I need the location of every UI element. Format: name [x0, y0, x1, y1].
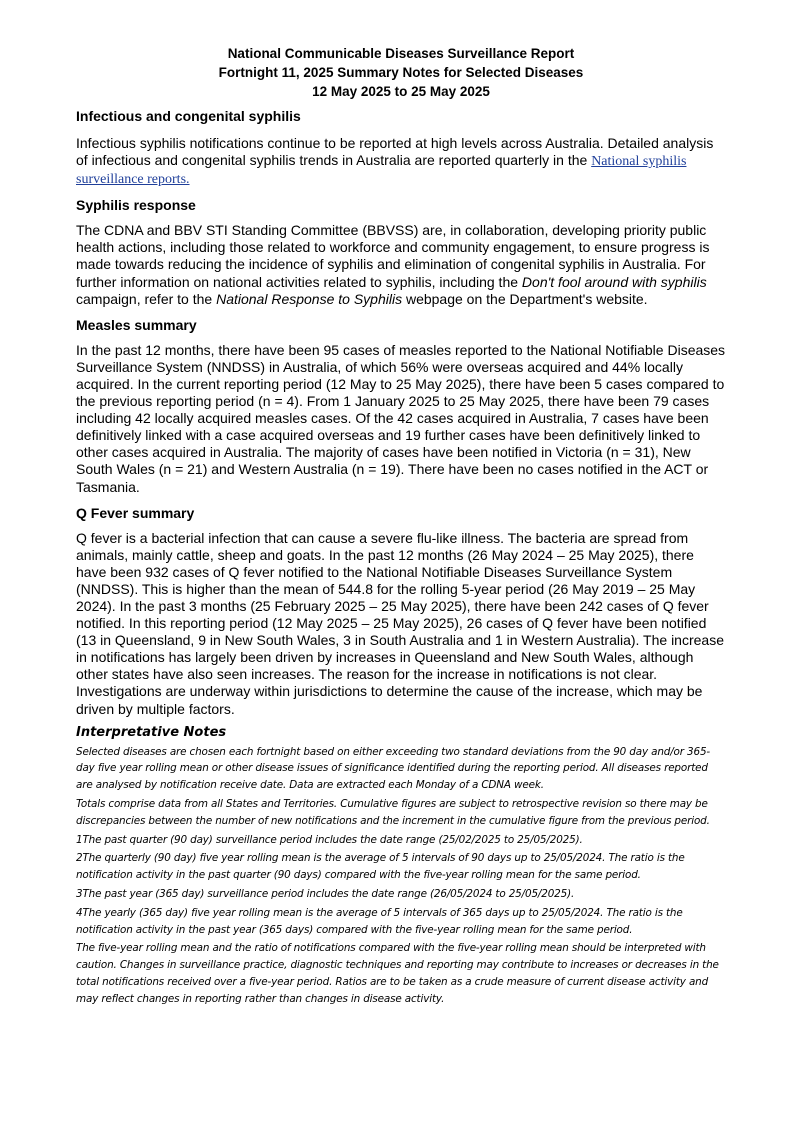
interpretative-notes: [76, 725, 726, 1008]
syphilis-heading: Infectious and congenital syphilis: [76, 108, 301, 124]
note-item: 3The past year (365 day) surveillance period includes the date range (26/05/2024 to 25/05/2025).: [76, 888, 575, 900]
note-item: 4The yearly (365 day) five year rolling mean is the average of 5 intervals of 365 days up to 25/05/2024. The ratio is the notification activity in the past year (365 days) compared with the five-year rolling mean for the same period.: [76, 906, 683, 936]
response-text-2: campaign, refer to the: [76, 290, 217, 307]
response-text-1: The CDNA and BBV STI Standing Committee (BBVSS) are, in collaboration, developing priority public health actions, including those related to workforce and community engagement, to ensure progress is made towards reducing the incidence of syphilis and elimination of congenital syphilis in Australia. For further information on national activities related to syphilis, including the: [76, 222, 710, 290]
title-line-2: Fortnight 11, 2025 Summary Notes for Selected Diseases: [218, 65, 584, 80]
measles-paragraph: In the past 12 months, there have been 95 cases of measles reported to the National Notifiable Diseases Surveillance System (NNDSS) in Australia, of which 56% were overseas acquired and 44% locally acquired. In the current reporting period (12 May to 25 May 2025), there have been 5 cases compared to the previous reporting period (n = 4). From 1 January 2025 to 25 May 2025, there have been 79 cases including 42 locally acquired measles cases. Of the 42 cases acquired in Australia, 7 cases have been definitively linked with a case acquired overseas and 19 further cases have been definitively linked to other cases acquired in Australia. The majority of cases have been notified in Victoria (n = 31), New South Wales (n = 21) and Western Australia (n = 19). There have been no cases notified in the ACT or Tasmania.: [76, 341, 726, 495]
syphilis-paragraph: [76, 135, 726, 188]
campaign-name: Don't fool around with syphilis: [521, 273, 707, 290]
syphilis-text: Infectious syphilis notifications continue to be reported at high levels across Australia. Detailed analysis of infectious and congenital syphilis trends in Australia are reported quarterly in the: [76, 135, 714, 169]
note-item: The five-year rolling mean and the ratio of notifications compared with the five-year rolling mean should be interpreted with caution. Changes in surveillance practice, diagnostic techniques and reporting may contribute to increases or decreases in the total notifications received over a five-year period. Ratios are to be taken as a crude measure of current disease activity and may reflect changes in reporting rather than changes in disease activity.: [76, 942, 719, 1005]
notes-heading: Interpretative Notes: [76, 724, 227, 740]
title-line-1: National Communicable Diseases Surveillance Report: [227, 46, 575, 61]
note-item: Selected diseases are chosen each fortnight based on either exceeding two standard deviations from the 90 day and/or 365-day five year rolling mean or other disease issues of significance identified during the reporting period. All diseases reported are analysed by notification receive date. Data are extracted each Monday of a CDNA week.: [76, 745, 711, 792]
syphilis-reports-link[interactable]: National syphilis surveillance reports.: [76, 154, 687, 188]
webpage-name: National Response to Syphilis: [216, 290, 403, 307]
report-title: [76, 44, 726, 101]
qfever-paragraph: Q fever is a bacterial infection that can cause a severe flu-like illness. The bacteria are spread from animals, mainly cattle, sheep and goats. In the past 12 months (26 May 2024 – 25 May 2025), there have been 932 cases of Q fever notified to the National Notifiable Diseases Surveillance System (NNDSS). This is higher than the mean of 544.8 for the rolling 5-year period (26 May 2019 – 25 May 2024). In the past 3 months (25 February 2025 – 25 May 2025), there have been 242 cases of Q fever notified. In this reporting period (12 May 2025 – 25 May 2025), 26 cases of Q fever have been notified (13 in Queensland, 9 in New South Wales, 3 in South Australia and 1 in Western Australia). The increase in notifications has largely been driven by increases in Queensland and New South Wales, although other states have also seen increases. The reason for the increase in notifications is not clear. Investigations are underway within jurisdictions to determine the cause of the increase, which may be driven by multiple factors.: [76, 529, 724, 717]
response-paragraph: [76, 222, 726, 307]
note-item: Totals comprise data from all States and Territories. Cumulative figures are subject to retrospective revision so there may be discrepancies between the number of new notifications and the increment in the cumulative figure from the previous period.: [76, 798, 710, 827]
note-item: 1The past quarter (90 day) surveillance period includes the date range (25/02/2025 to 25/05/2025).: [76, 833, 583, 846]
response-heading: Syphilis response: [76, 197, 196, 214]
response-text-3: webpage on the Department's website.: [402, 290, 648, 307]
title-line-3: 12 May 2025 to 25 May 2025: [312, 84, 490, 99]
report-page: [76, 44, 726, 1008]
measles-heading: Measles summary: [76, 316, 197, 333]
note-item: 2The quarterly (90 day) five year rolling mean is the average of 5 intervals of 90 days up to 25/05/2024. The ratio is the notification activity in the past quarter (90 days) compared with the five-year rolling mean for the same period.: [76, 852, 685, 882]
qfever-heading: Q Fever summary: [76, 504, 195, 521]
